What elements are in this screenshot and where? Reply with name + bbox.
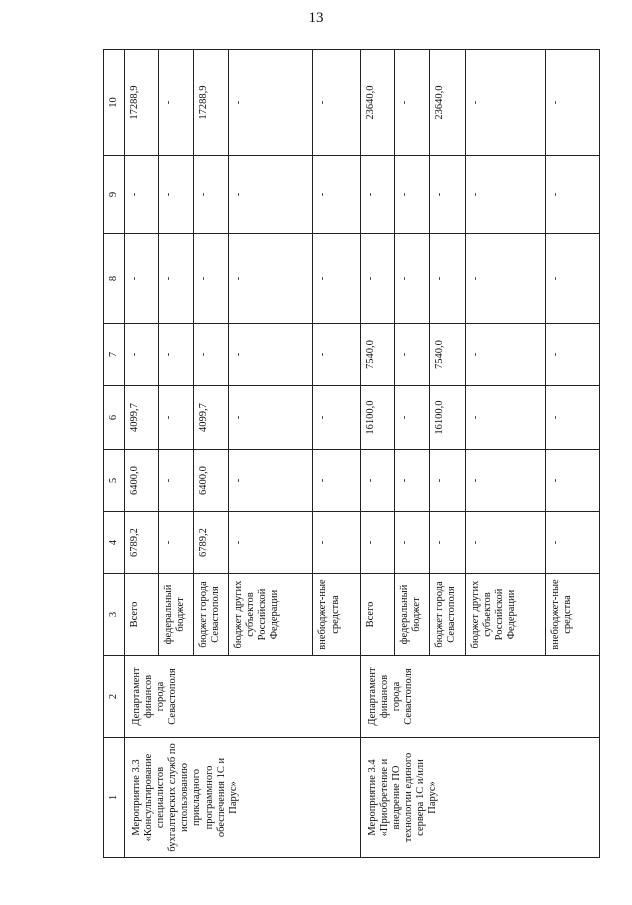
- value-cell: -: [228, 156, 313, 234]
- value-cell: -: [465, 324, 545, 386]
- value-cell: 16100,0: [361, 386, 395, 450]
- header-cell: 2: [104, 656, 125, 738]
- value-cell: -: [394, 450, 429, 512]
- value-cell: -: [193, 234, 228, 324]
- activity-cell: Мероприятие 3.4 «Приобретение и внедрение ПО технологии единого сервера 1С и/или Парус»: [361, 738, 600, 858]
- value-cell: -: [158, 50, 193, 156]
- value-cell: 4099,7: [193, 386, 228, 450]
- value-cell: -: [465, 234, 545, 324]
- rotated-table-container: [103, 50, 600, 858]
- value-cell: -: [313, 234, 361, 324]
- funding-table: [103, 49, 600, 858]
- source-cell: Всего: [125, 574, 159, 656]
- value-cell: 17288,9: [125, 50, 159, 156]
- value-cell: -: [361, 156, 395, 234]
- value-cell: -: [313, 386, 361, 450]
- value-cell: -: [546, 234, 600, 324]
- value-cell: 4099,7: [125, 386, 159, 450]
- header-row: [104, 50, 125, 858]
- source-cell: федеральный бюджет: [158, 574, 193, 656]
- value-cell: -: [158, 324, 193, 386]
- value-cell: -: [158, 450, 193, 512]
- activity-cell: Мероприятие 3.3 «Консультирование специалистов бухгалтерских служб по использованию прикладного программного обеспечения 1С и Парус»: [125, 738, 361, 858]
- header-cell: 1: [104, 738, 125, 858]
- value-cell: -: [158, 234, 193, 324]
- value-cell: -: [228, 324, 313, 386]
- value-cell: -: [361, 512, 395, 574]
- value-cell: -: [394, 156, 429, 234]
- value-cell: -: [429, 156, 465, 234]
- source-cell: внебюджет-ные средства: [546, 574, 600, 656]
- value-cell: -: [158, 512, 193, 574]
- header-cell: 6: [104, 386, 125, 450]
- table-row: [125, 50, 159, 858]
- value-cell: -: [228, 386, 313, 450]
- value-cell: 6789,2: [193, 512, 228, 574]
- value-cell: 6400,0: [193, 450, 228, 512]
- header-cell: 4: [104, 512, 125, 574]
- header-cell: 10: [104, 50, 125, 156]
- value-cell: -: [465, 50, 545, 156]
- value-cell: -: [394, 234, 429, 324]
- value-cell: 6400,0: [125, 450, 159, 512]
- table-row: [361, 50, 395, 858]
- value-cell: -: [313, 156, 361, 234]
- value-cell: -: [465, 386, 545, 450]
- source-cell: бюджет города Севастополя: [193, 574, 228, 656]
- value-cell: -: [394, 512, 429, 574]
- source-cell: Всего: [361, 574, 395, 656]
- header-cell: 9: [104, 156, 125, 234]
- value-cell: 6789,2: [125, 512, 159, 574]
- source-cell: федеральный бюджет: [394, 574, 429, 656]
- page-number: 13: [308, 10, 324, 26]
- value-cell: -: [313, 324, 361, 386]
- value-cell: -: [546, 386, 600, 450]
- value-cell: -: [228, 234, 313, 324]
- value-cell: -: [313, 50, 361, 156]
- value-cell: -: [394, 50, 429, 156]
- value-cell: -: [429, 512, 465, 574]
- value-cell: -: [228, 450, 313, 512]
- source-cell: бюджет других субъектов Российской Федерации: [465, 574, 545, 656]
- value-cell: -: [465, 512, 545, 574]
- header-cell: 5: [104, 450, 125, 512]
- value-cell: -: [193, 324, 228, 386]
- value-cell: 23640,0: [361, 50, 395, 156]
- value-cell: -: [361, 234, 395, 324]
- source-cell: внебюджет-ные средства: [313, 574, 361, 656]
- value-cell: -: [361, 450, 395, 512]
- executor-cell: Департамент финансов города Севастополя: [125, 656, 361, 738]
- value-cell: 7540,0: [429, 324, 465, 386]
- value-cell: -: [546, 324, 600, 386]
- value-cell: -: [546, 50, 600, 156]
- value-cell: -: [125, 234, 159, 324]
- value-cell: -: [465, 156, 545, 234]
- header-cell: 7: [104, 324, 125, 386]
- value-cell: -: [429, 234, 465, 324]
- value-cell: -: [125, 156, 159, 234]
- value-cell: 16100,0: [429, 386, 465, 450]
- value-cell: -: [546, 512, 600, 574]
- value-cell: 7540,0: [361, 324, 395, 386]
- value-cell: -: [465, 450, 545, 512]
- executor-cell: Департамент финансов города Севастополя: [361, 656, 600, 738]
- value-cell: -: [158, 156, 193, 234]
- value-cell: -: [228, 50, 313, 156]
- value-cell: -: [313, 512, 361, 574]
- value-cell: 23640,0: [429, 50, 465, 156]
- value-cell: -: [546, 450, 600, 512]
- value-cell: -: [158, 386, 193, 450]
- header-cell: 8: [104, 234, 125, 324]
- value-cell: -: [429, 450, 465, 512]
- value-cell: -: [394, 386, 429, 450]
- header-cell: 3: [104, 574, 125, 656]
- value-cell: -: [394, 324, 429, 386]
- value-cell: -: [546, 156, 600, 234]
- value-cell: -: [313, 450, 361, 512]
- source-cell: бюджет города Севастополя: [429, 574, 465, 656]
- value-cell: -: [125, 324, 159, 386]
- value-cell: -: [228, 512, 313, 574]
- value-cell: 17288,9: [193, 50, 228, 156]
- value-cell: -: [193, 156, 228, 234]
- source-cell: бюджет других субъектов Российской Федерации: [228, 574, 313, 656]
